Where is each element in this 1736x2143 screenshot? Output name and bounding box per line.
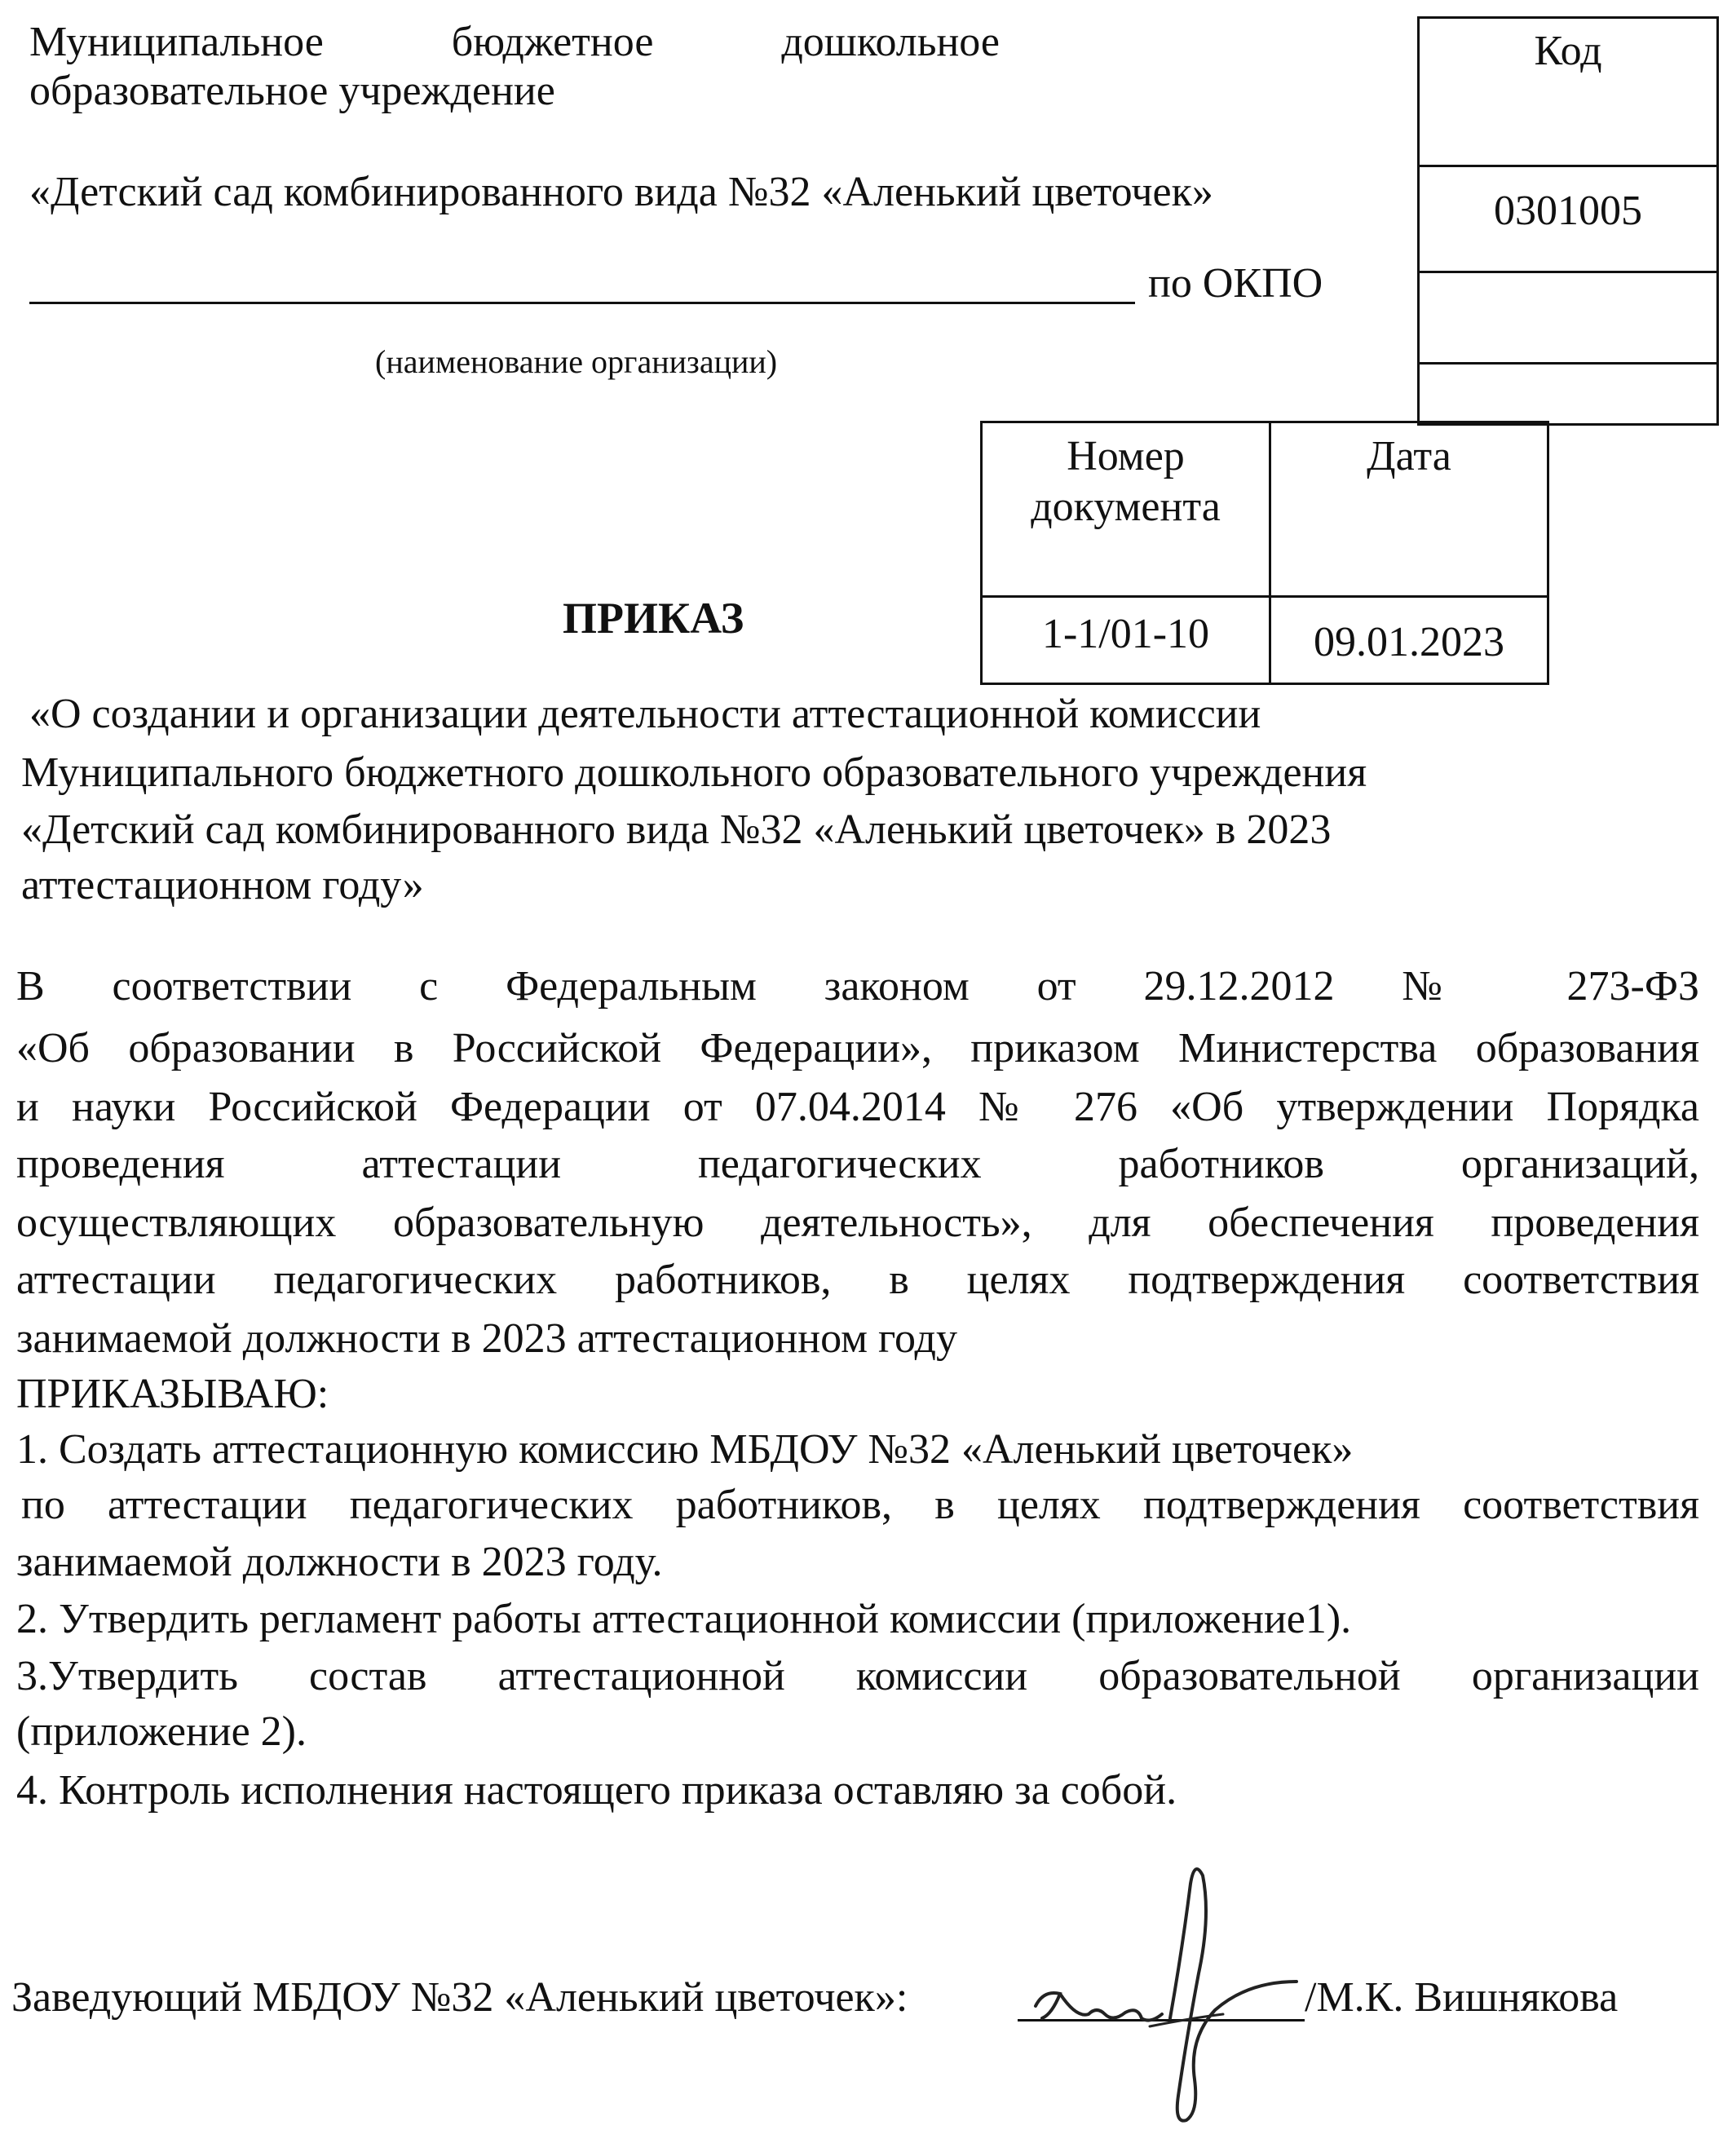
subject-line: Муниципального бюджетного дошкольного образовательного учреждения bbox=[21, 749, 1367, 796]
doc-table bbox=[980, 421, 1549, 685]
signature-label: Заведующий МБДОУ №32 «Аленький цветочек»: bbox=[11, 1974, 908, 2021]
org-caption: (наименование организации) bbox=[375, 343, 778, 380]
order-item-3: 3.Утвердить состав аттестационной комиссии образовательной организации bbox=[16, 1653, 1699, 1699]
body-line: проведения аттестации педагогических работников организаций, bbox=[16, 1141, 1699, 1187]
subject-line: «Детский сад комбинированного вида №32 «Аленький цветочек» в 2023 bbox=[21, 806, 1332, 853]
order-item-1-cont: занимаемой должности в 2023 году. bbox=[16, 1539, 663, 1585]
doc-number-header: Номер документа bbox=[983, 423, 1271, 598]
order-item-3-cont: (приложение 2). bbox=[16, 1708, 307, 1755]
body-line: занимаемой должности в 2023 аттестационном году bbox=[16, 1315, 957, 1362]
body-line: аттестации педагогических работников, в целях подтверждения соответствия bbox=[16, 1257, 1699, 1303]
order-item-1-cont: по аттестации педагогических работников, в целях подтверждения соответствия bbox=[21, 1482, 1699, 1528]
code-okpo-cell bbox=[1420, 273, 1716, 365]
code-okud-value: 0301005 bbox=[1420, 167, 1716, 273]
code-table bbox=[1417, 16, 1719, 426]
org-name-line2: образовательное учреждение bbox=[29, 68, 555, 114]
subject-line: аттестационном году» bbox=[21, 862, 424, 908]
code-header: Код bbox=[1420, 19, 1716, 167]
body-line: «Об образовании в Российской Федерации», приказом Министерства образования bbox=[16, 1025, 1699, 1072]
body-line: В соответствии с Федеральным законом от 29.12.2012 № 273-ФЗ bbox=[16, 963, 1699, 1010]
order-item-1: 1. Создать аттестационную комиссию МБДОУ №32 «Аленький цветочек» bbox=[16, 1426, 1354, 1473]
handwritten-signature bbox=[1027, 1851, 1321, 2136]
order-item-2: 2. Утвердить регламент работы аттестационной комиссии (приложение1). bbox=[16, 1596, 1352, 1642]
order-item-4: 4. Контроль исполнения настоящего приказа оставляю за собой. bbox=[16, 1767, 1177, 1814]
signatory-name: /М.К. Вишнякова bbox=[1305, 1974, 1619, 2021]
org-name-line3: «Детский сад комбинированного вида №32 «Аленький цветочек» bbox=[29, 169, 1213, 215]
order-keyword: ПРИКАЗЫВАЮ: bbox=[16, 1371, 329, 1417]
subject-line: «О создании и организации деятельности аттестационной комиссии bbox=[29, 691, 1261, 737]
body-line: осуществляющих образовательную деятельность», для обеспечения проведения bbox=[16, 1200, 1699, 1246]
org-name-underline bbox=[29, 302, 1135, 304]
doc-date-header: Дата bbox=[1271, 423, 1547, 598]
org-name-line1: Муниципальное бюджетное дошкольное bbox=[29, 19, 1000, 65]
body-line: и науки Российской Федерации от 07.04.2014 № 276 «Об утверждении Порядка bbox=[16, 1084, 1699, 1130]
document-title: ПРИКАЗ bbox=[563, 594, 744, 643]
okpo-label: по ОКПО bbox=[1148, 260, 1323, 307]
doc-number-value: 1-1/01-10 bbox=[983, 598, 1271, 683]
doc-date-value: 09.01.2023 bbox=[1314, 619, 1504, 665]
code-empty-cell bbox=[1420, 365, 1716, 426]
